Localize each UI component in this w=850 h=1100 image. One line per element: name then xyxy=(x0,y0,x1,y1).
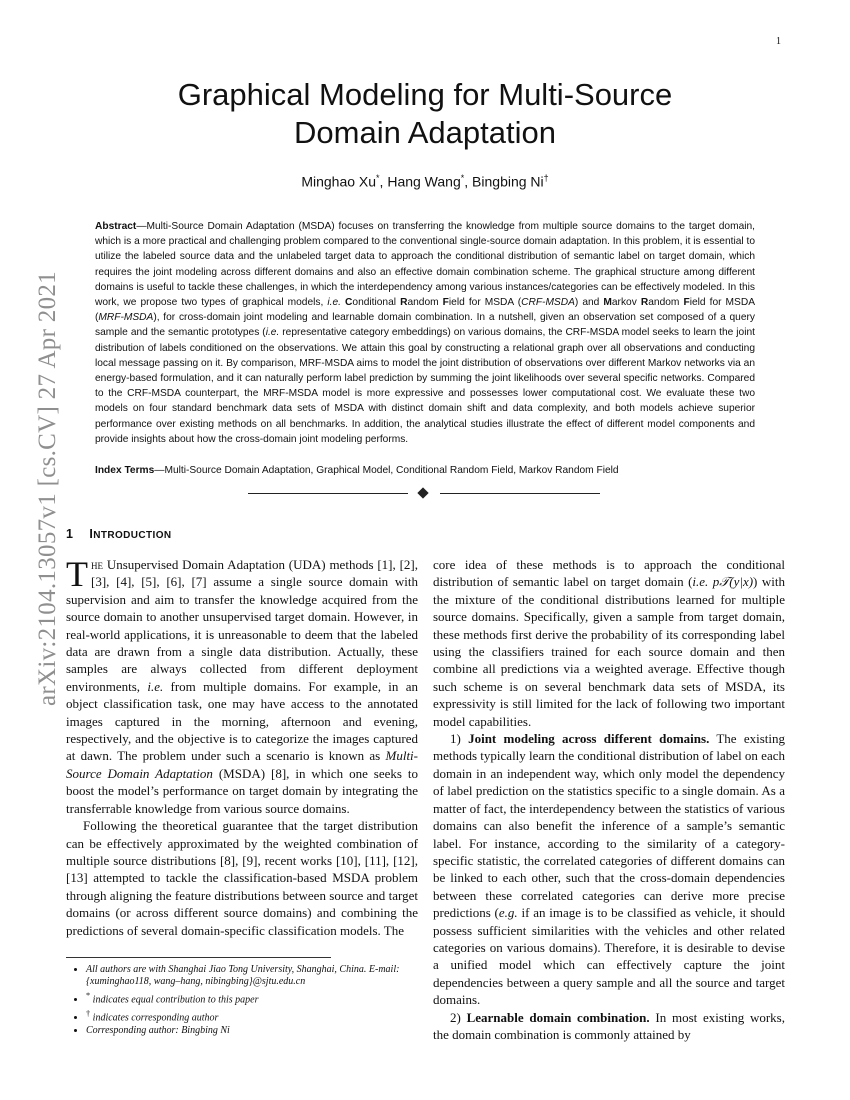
body-text: (MSDA) [8], in which one seeks to boost the model’s performance on target domain by integrating the transferrable knowledge from various source domains. xyxy=(66,765,419,816)
abstract-bold-letter: R xyxy=(400,297,408,309)
index-terms-text: —Multi-Source Domain Adaptation, Graphical Model, Conditional Random Field, Markov Random Field xyxy=(154,465,619,476)
abstract-text: onditional xyxy=(352,297,401,309)
footnote-text: indicates equal contribution to this paper xyxy=(90,994,259,1006)
body-text: In most existing works, the domain combination is commonly attained by xyxy=(433,1009,785,1042)
italic-ie: i.e. xyxy=(147,678,164,694)
paragraph xyxy=(66,556,418,817)
paragraph xyxy=(433,556,785,730)
divider-line-right xyxy=(440,493,600,494)
arxiv-stamp xyxy=(0,0,60,1100)
small-caps-text: he xyxy=(91,557,103,572)
abstract-bold-letter: F xyxy=(683,297,690,309)
abstract-bold-letter: C xyxy=(340,297,353,309)
abstract-label: Abstract xyxy=(95,221,137,232)
section-first-letter: I xyxy=(89,527,94,541)
author-3: Bingbing Ni xyxy=(472,173,544,190)
body-text: The existing methods typically learn the conditional distribution of label on each domain in an independent way, which only model the dependency of label prediction on the statistics specific to a single domain. As a matter of fact, the interdependency between the statistics of various domains can also benefit the inference of a sample’s semantic label. For instance, according to the similarity of a category-specific statistic, the correlated categories of different domains can be linked to each other, such that the cross-domain dependencies between these correlated categories can derive more precise predictions ( xyxy=(433,731,785,921)
abstract-text: representative category embeddings) on various domains, the CRF-MSDA model seeks to learn the joint distribution of labels conditioned on the observations. We attain this goal by constructing a relational graph over all observations and conducting local message passing on it. By comparison, MRF-MSDA aims to model the joint distribution of observations over different Markov networks via an energy-based formulation, and it can naturally perform label prediction by summing the joint likelihoods over several specific networks. Compared to the CRF-MSDA counterpart, the MRF-MSDA model is more expressive and possesses lower computational cost. We evaluate these two models on four standard benchmark data sets of MSDA with distinct domain shift and data complexity, and both models achieve superior performance over existing methods on all benchmarks. In addition, the analytical studies illustrate the effect of different model components and provide insights about how the cross-domain joint modeling performs. xyxy=(95,327,755,445)
abstract-text: ield for MSDA ( xyxy=(448,297,522,309)
author-1: Minghao Xu xyxy=(301,173,377,190)
abstract xyxy=(95,219,755,447)
paragraph xyxy=(433,730,785,1009)
section-heading xyxy=(66,527,172,541)
section-title-rest: NTRODUCTION xyxy=(93,530,172,541)
section-number: 1 xyxy=(66,527,74,541)
footnote-mark: † xyxy=(86,1008,91,1018)
index-terms xyxy=(95,463,755,478)
abstract-ie: i.e. xyxy=(265,327,280,339)
footnote-text: indicates corresponding author xyxy=(90,1011,219,1023)
author-separator: , xyxy=(464,173,473,190)
author-1-mark: * xyxy=(376,173,380,183)
footnote-item: • All authors are with Shanghai Jiao Tong University, Shanghai, China. E-mail: {xuminghao118, wang–hang, nibingbing}@sjtu.edu.cn xyxy=(86,964,418,989)
mrf-msda-name: MRF-MSDA xyxy=(98,312,154,324)
arxiv-identifier: arXiv:2104.13057v1 [cs.CV] 27 Apr 2021 xyxy=(34,271,61,706)
author-list xyxy=(100,173,750,190)
bold-heading: Joint modeling across different domains. xyxy=(468,731,710,747)
italic-ie: i.e. xyxy=(692,574,709,590)
body-text: from multiple domains. For example, in an object classification task, one may have access to the annotated images captured in the morning, afternoon and evening, respectively, and the objective is to categorize the images captured at dawn. The problem under such a scenario is known as xyxy=(66,678,418,764)
abstract-bold-letter: F xyxy=(442,297,449,309)
abstract-text: —Multi-Source Domain Adaptation (MSDA) focuses on transferring the knowledge from multiple source domains to the target domain, which is a more practical and challenging problem compared to the conventional single-source domain adaptation. In this problem, it is essential to utilize the labeled source data and the unlabeled target data to approach the conditional distribution of semantic label on target domain, which requires the joint modeling across different domains and also an effective domain combination scheme. The graphical structure among different domains is useful to tackle these challenges, in which the interdependency among various instances/categories can be effectively modeled. In this work, we propose two types of graphical models, xyxy=(95,221,755,309)
author-3-mark: † xyxy=(543,173,549,183)
footnote-rule xyxy=(66,957,331,958)
body-text: if an image is to be classified as vehicle, it should possess sufficient similarities with the vehicles and other related categories on various domains). Therefore, it is desirable to devise a unified model which can effectively capture the joint dependencies between a query sample and all the source and target domains. xyxy=(433,905,785,1008)
section-divider xyxy=(248,486,600,502)
abstract-ie: i.e. xyxy=(327,297,341,309)
body-text: Unsupervised Domain Adaptation (UDA) methods [1], [2], [3], [4], [5], [6], [7] assume a single source domain with supervision and aim to transfer the knowledge acquired from the source domain to another unsupervised target domain. However, in real-world applications, it is unreasonable to deem that the labeled data are drawn from a single data distribution. Actually, these samples are always collected from different deployment environments, xyxy=(66,557,418,694)
paper-title xyxy=(100,76,750,152)
italic-eg: e.g. xyxy=(498,905,518,921)
page-number: 1 xyxy=(776,36,781,47)
index-terms-label: Index Terms xyxy=(95,465,155,476)
author-2-mark: * xyxy=(460,173,465,183)
footnotes xyxy=(66,964,418,1039)
footnote-item: • Corresponding author: Bingbing Ni xyxy=(86,1025,418,1037)
msda-term: Multi-Source Domain Adaptation xyxy=(66,748,418,781)
abstract-bold-letter: R xyxy=(640,297,649,309)
paragraph: Following the theoretical guarantee that the target distribution can be effectively approximated by the weighted combination of multiple source distributions [8], [9], recent works [10], [11], [12], [13] attempted to tackle the classification-based MSDA problem through aligning the feature distributions between source and target domains (or across different source domains) and combining the predictions of several domain-specific classification models. The xyxy=(66,818,418,938)
abstract-text: andom xyxy=(648,297,684,309)
title-line-1: Graphical Modeling for Multi-Source xyxy=(177,77,673,112)
abstract-bold-letter: M xyxy=(603,297,612,309)
body-text: ) with the mixture of the conditional distributions learned for multiple source domains. Specifically, given a sample from target domain, these methods first derive the probability of its corresponding label using the classifiers trained for each source domain and then combine all predictions via a weighted average. Effective though such scheme is on several benchmark data sets of MSDA, its expressivity is still limited for the lack of following two important model capabilities. xyxy=(433,574,785,729)
right-column xyxy=(433,556,785,1043)
diamond-ornament-icon xyxy=(417,487,428,498)
list-number: 1) xyxy=(450,731,469,747)
abstract-text: ) and xyxy=(574,297,604,309)
abstract-text: andom xyxy=(407,297,443,309)
paragraph xyxy=(433,1009,785,1044)
footnote-mark: * xyxy=(86,990,91,1000)
crf-msda-name: CRF-MSDA xyxy=(521,297,575,309)
list-number: 2) xyxy=(450,1009,467,1025)
footnote-item xyxy=(86,1008,418,1025)
divider-line-left xyxy=(248,493,408,494)
bold-heading: Learnable domain combination. xyxy=(466,1009,650,1025)
math-expression: p𝒯(y|x) xyxy=(708,574,754,590)
body-text: core idea of these methods is to approach the conditional distribution of semantic label on target domain ( xyxy=(433,557,785,590)
abstract-text: ield for MSDA ( xyxy=(95,297,755,324)
abstract-text: ), for cross-domain joint modeling and learnable domain combination. In a nutshell, given an observation set composed of a query sample and the semantic prototypes ( xyxy=(95,312,755,339)
title-line-2: Domain Adaptation xyxy=(294,115,556,150)
author-separator: , xyxy=(379,173,388,190)
footnote-item xyxy=(86,990,418,1007)
author-2: Hang Wang xyxy=(387,173,461,190)
drop-cap: T xyxy=(66,554,88,594)
abstract-text: arkov xyxy=(611,297,641,309)
left-column xyxy=(66,556,418,939)
